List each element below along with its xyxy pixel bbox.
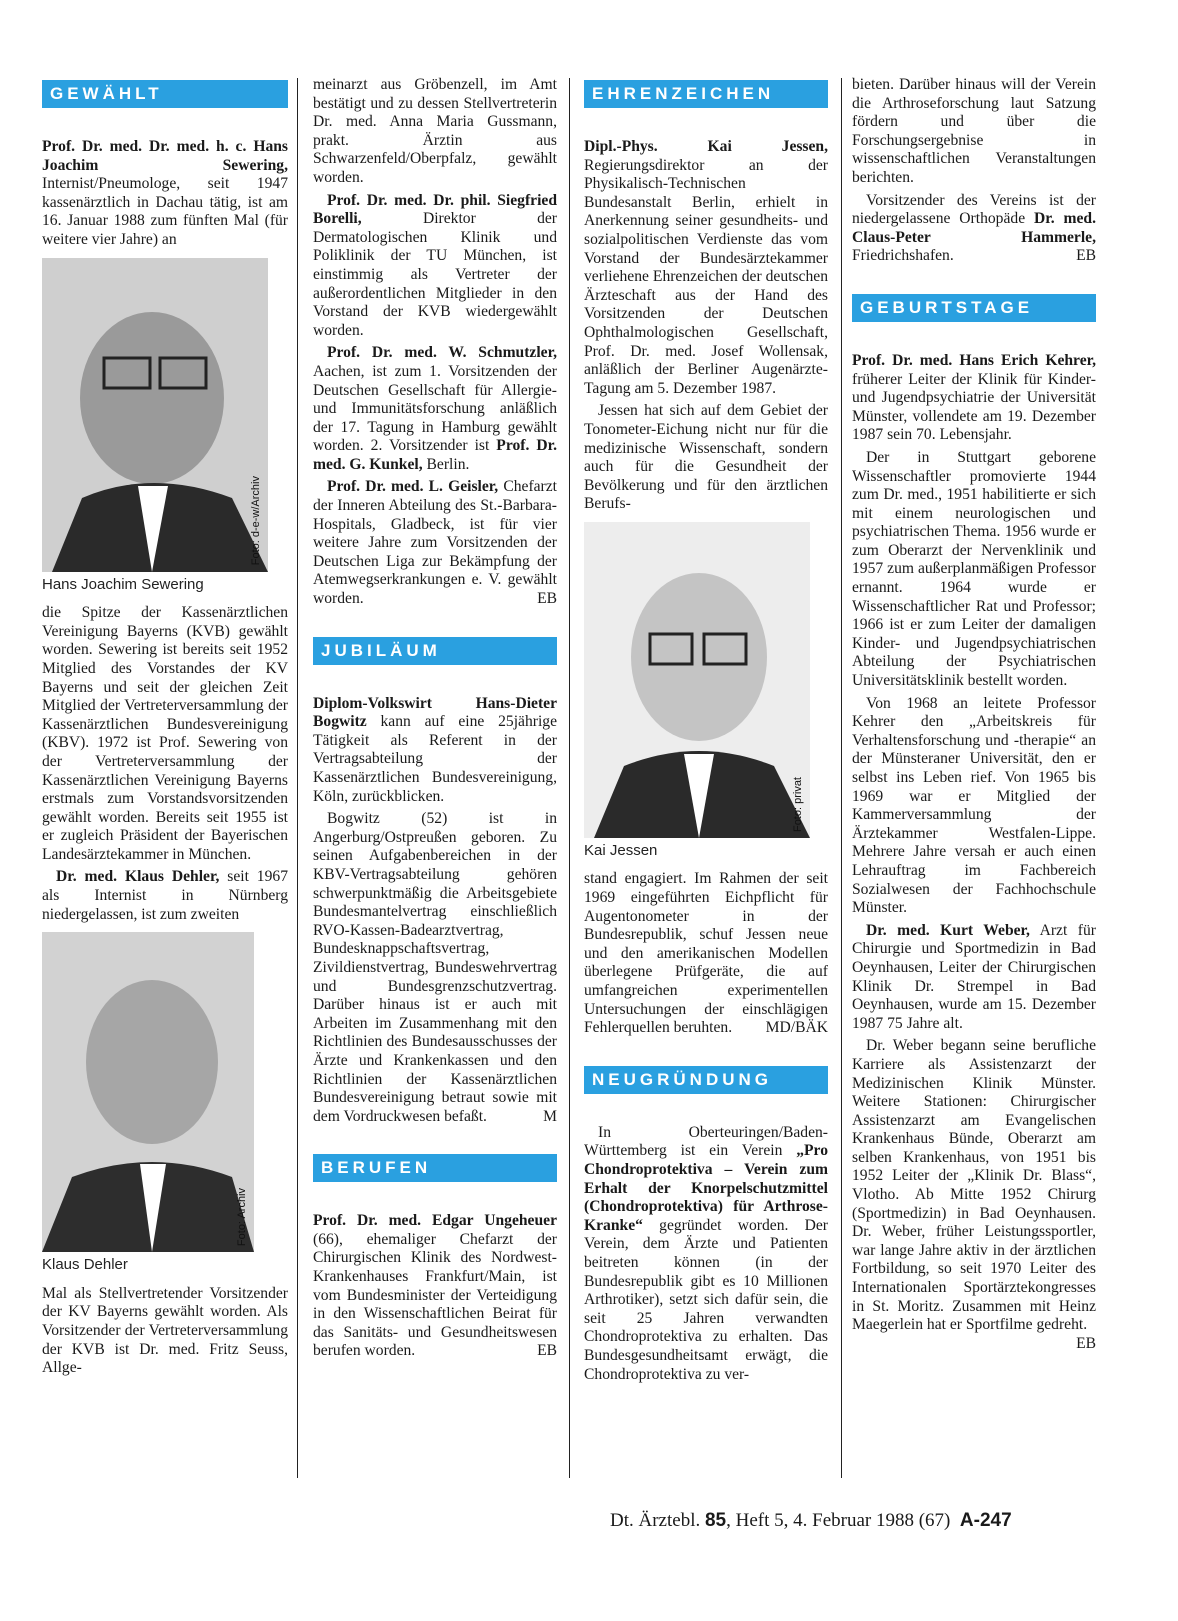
- volume-number: 85: [704, 1510, 727, 1531]
- author-signature: EB: [537, 590, 557, 608]
- issue-date: , Heft 5, 4. Februar 1988 (67): [726, 1510, 951, 1531]
- page-number: A-247: [959, 1510, 1012, 1531]
- column-2: [313, 76, 557, 1365]
- paragraph: Vorsitzender des Vereins ist der niedergelassene Orthopäde Dr. med. Claus-Peter Hammerle, Friedrichshafen. EB: [852, 191, 1097, 265]
- portrait-illustration: [42, 932, 254, 1252]
- photo-credit: Foto: Archiv: [236, 1188, 249, 1247]
- photo-credit: Foto: d-e-w/Archiv: [250, 476, 263, 566]
- author-signature: EB: [1076, 247, 1096, 265]
- paragraph: Mal als Stellvertretender Vorsitzender der KV Bayerns gewählt worden. Als Vorsitzender der Vertreterversammlung der KVB ist Dr. med. Fritz Seuss, Allge-: [42, 1284, 288, 1377]
- paragraph: Prof. Dr. med. Dr. phil. Siegfried Borelli, Direktor der Dermatologischen Klinik und Poliklinik der TU München, ist einstimmig als Vertreter der außerordentlichen Mitglieder in den Vorstand der KVB wiedergewählt worden.: [313, 191, 557, 339]
- paragraph: Prof. Dr. med. L. Geisler, Chefarzt der Inneren Abteilung des St.-Barbara-Hospitals, Gladbeck, ist für vier weitere Jahre zum Vorsitzenden der Deutschen Liga zur Bekämpfung der Atemwegserkrankungen e. V. gewählt worden. EB: [313, 478, 557, 608]
- paragraph: Von 1968 an leitete Professor Kehrer den „Arbeitskreis für Verhaltensforschung und -therapie“ an der Münsteraner Universität, den er selbst ins Leben rief. Von 1965 bis 1969 war er Mitglied der Kammerversammlung der Ärztekammer Westfalen-Lippe. Mehrere Jahre versah er auch einen Lehrauftrag im Fachbereich Sozialwesen der Fachhochschule Münster.: [852, 694, 1096, 917]
- column-rule: [297, 78, 298, 1478]
- paragraph: Prof. Dr. med. W. Schmutzler, Aachen, ist zum 1. Vorsitzenden der Deutschen Gesellschaft für Allergie- und Immunitätsforschung anläßlich der 17. Tagung in Hamburg gewählt worden. 2. Vorsitzender ist Prof. Dr. med. G. Kunkel, Berlin.: [313, 344, 557, 473]
- photo-caption: Hans Joachim Sewering: [42, 575, 204, 593]
- paragraph: Dipl.-Phys. Kai Jessen, Regierungsdirektor an der Physikalisch-Technischen Bundesanstalt Berlin, erhielt in Anerkennung seiner gesundheits- und sozialpolitischen Verdienste das vom Vorstand der Bundesärztekammer verliehene Ehrenzeichen der deutschen Ärzteschaft aus der Hand des Vorsitzenden der Deutschen Ophthalmologischen Gesellschaft, Prof. Dr. med. Josef Wollensak, anläßlich der Berliner Augenärzte-Tagung am 5. Dezember 1987.: [584, 138, 828, 397]
- portrait-photo: [584, 522, 810, 838]
- photo-caption: Kai Jessen: [584, 841, 658, 859]
- portrait-photo: [42, 932, 254, 1252]
- portrait-illustration: [584, 522, 810, 838]
- author-signature: EB: [1076, 1334, 1096, 1352]
- portrait-photo: [42, 258, 268, 572]
- author-signature: M: [543, 1107, 557, 1125]
- paragraph: In Oberteuringen/Baden-Württemberg ist ein Verein „Pro Chondroprotektiva – Verein zum Erhalt der Knorpelschutzmittel (Chondroprotektiva) für Arthrose-Kranke“ gegründet worden. Der Verein, dem Ärzte und Patienten beitreten können (in der Bundesrepublik gibt es 10 Millionen Arthrotiker), setzt sich dafür sein, die seit 25 Jahren verwandten Chondroprotektiva zu erhalten. Das Bundesgesundheitsamt erwägt, die Chondroprotektiva zu ver-: [584, 1123, 828, 1383]
- column-4: [852, 76, 1096, 1353]
- paragraph: Prof. Dr. med. Dr. med. h. c. Hans Joachim Sewering, Internist/Pneumologe, seit 1947 kassenärztlich in Dachau tätig, ist am 16. Januar 1988 zum fünften Mal (für weitere vier Jahre) an: [42, 138, 288, 248]
- section-header-gewaehlt: GEWÄHLT: [42, 80, 288, 108]
- author-signature: MD/BÄK: [765, 1019, 828, 1037]
- paragraph: Dr. med. Kurt Weber, Arzt für Chirurgie und Sportmedizin in Bad Oeynhausen, Leiter der Chirurgischen Klinik Dr. Strempel in Bad Oeynhausen, wurde am 15. Dezember 1987 75 Jahre alt.: [852, 921, 1096, 1032]
- section-header-ehrenzeichen: EHRENZEICHEN: [584, 80, 828, 108]
- section-header-geburtstage: GEBURTSTAGE: [852, 294, 1096, 322]
- author-signature: EB: [537, 1342, 557, 1360]
- portrait-illustration: [42, 258, 268, 572]
- column-rule: [841, 78, 842, 1478]
- column-1: [42, 76, 288, 1382]
- paragraph: Prof. Dr. med. Edgar Ungeheuer (66), ehemaliger Chefarzt der Chirurgischen Klinik des Nordwest-Krankenhauses Frankfurt/Main, ist vom Bundesminister der Verteidigung in den Wissenschaftlichen Beirat für das Sanitäts- und Gesundheitswesen berufen worden. EB: [313, 1212, 557, 1360]
- paragraph: Jessen hat sich auf dem Gebiet der Tonometer-Eichung nicht nur für die medizinische Wissenschaft, sondern auch für die Gesundheit der Bevölkerung und für den ärztlichen Berufs-: [584, 402, 828, 513]
- paragraph: meinarzt aus Gröbenzell, im Amt bestätigt und zu dessen Stellvertreterin Dr. med. Anna Maria Gussmann, prakt. Ärztin aus Schwarzenfeld/Oberpfalz, gewählt worden.: [313, 76, 557, 186]
- paragraph: Der in Stuttgart geborene Wissenschaftler promovierte 1944 zum Dr. med., 1951 habilitierte er sich mit einem neurologischen und psychiatrischen Thema. 1956 wurde er zum Oberarzt der Nervenklinik und 1957 zum außerplanmäßigen Professor ernannt. 1964 wurde er Wissenschaftlicher Rat und Professor; 1966 ist er zum Leiter der damaligen Kinder- und Jugendpsychiatrischen Abteilung der Psychiatrischen Universitätsklinik bestellt worden.: [852, 448, 1096, 690]
- paragraph: stand engagiert. Im Rahmen der seit 1969 eingeführten Eichpflicht für Augentonometer in der Bundesrepublik, schuf Jessen neue und den amerikanischen Modellen überlegene Prüfgeräte, die auf umfangreichen experimentellen Untersuchungen der einschlägigen Fehlerquellen beruhten. MD/BÄK: [584, 870, 828, 1037]
- paragraph: Diplom-Volkswirt Hans-Dieter Bogwitz kann auf eine 25jährige Tätigkeit als Referent in der Vertragsabteilung der Kassenärztlichen Bundesvereinigung, Köln, zurückblicken.: [313, 694, 557, 805]
- section-header-jubilaeum: JUBILÄUM: [313, 637, 557, 665]
- paragraph: Prof. Dr. med. Hans Erich Kehrer, früherer Leiter der Klinik für Kinder- und Jugendpsychiatrie der Universität Münster, vollendete am 19. Dezember 1987 sein 70. Lebensjahr.: [852, 351, 1096, 444]
- section-header-neugruendung: NEUGRÜNDUNG: [584, 1066, 828, 1094]
- paragraph: die Spitze der Kassenärztlichen Vereinigung Bayerns (KVB) gewählt worden. Sewering ist bereits seit 1952 Mitglied des Vorstandes der KV Bayerns und seit der gleichen Zeit Mitglied der Vertreterversammlung der Kassenärztlichen Bundesvereinigung (KBV). 1972 ist Prof. Sewering von der Vertreterversammlung der Kassenärztlichen Vereinigung Bayerns erstmals zum Vorstandsvorsitzenden gewählt worden. Bereits seit 1955 ist er zugleich Präsident der Bayerischen Landesärztekammer in München.: [42, 604, 288, 863]
- photo-credit: Foto: privat: [792, 776, 805, 832]
- page-footer: [610, 1510, 1012, 1532]
- paragraph: Dr. Weber begann seine berufliche Karriere als Assistenzarzt der Medizinischen Klinik Münster. Weitere Stationen: Chirurgischer Assistenzarzt am Evangelischen Krankenhaus Bünde, Oberarzt am selben Krankenhaus, von 1951 bis 1952 Leiter der „Klinik Dr. Blass“, Vlotho. Ab Mitte 1952 Chirurg (Sportmedizin) in Bad Oeynhausen. Dr. Weber, früher Leistungssportler, war lange Jahre aktiv in der ärztlichen Fortbildung, so seit 1970 Leiter des Internationalen Sportärztekongresses in St. Moritz. Zusammen mit Heinz Maegerlein hat er Sportfilme gedreht. EB: [852, 1037, 1096, 1352]
- paragraph: Dr. med. Klaus Dehler, seit 1967 als Internist in Nürnberg niedergelassen, ist zum zweiten: [42, 868, 288, 923]
- journal-name: Dt. Ärztebl.: [610, 1510, 705, 1531]
- section-header-berufen: BERUFEN: [313, 1154, 557, 1182]
- photo-caption: Klaus Dehler: [42, 1256, 128, 1274]
- column-rule: [569, 78, 570, 1478]
- column-3: [584, 76, 828, 1388]
- paragraph: Bogwitz (52) ist in Angerburg/Ostpreußen geboren. Zu seinen Aufgabenbereichen in der KBV-Vertragsabteilung gehören schwerpunktmäßig die Arbeitsgebiete Bundesmantelvertrag einschließlich RVO-Kassen-Badearztvertrag, Bundesknappschaftsvertrag, Zivildienstvertrag, Bundeswehrvertrag und Bundesgrenzschutzvertrag. Darüber hinaus ist er auch mit Arbeiten im Zusammenhang mit den Richtlinien des Bundesausschusses der Ärzte und Krankenkassen und den Richtlinien der Kassenärztlichen Bundesvereinigung betraut sowie mit dem Vordruckwesen befaßt. M: [313, 810, 557, 1125]
- paragraph: bieten. Darüber hinaus will der Verein die Arthroseforschung laut Satzung fördern und über die Forschungsergebnise in wissenschaftlichen Veranstaltungen berichten.: [852, 76, 1096, 186]
